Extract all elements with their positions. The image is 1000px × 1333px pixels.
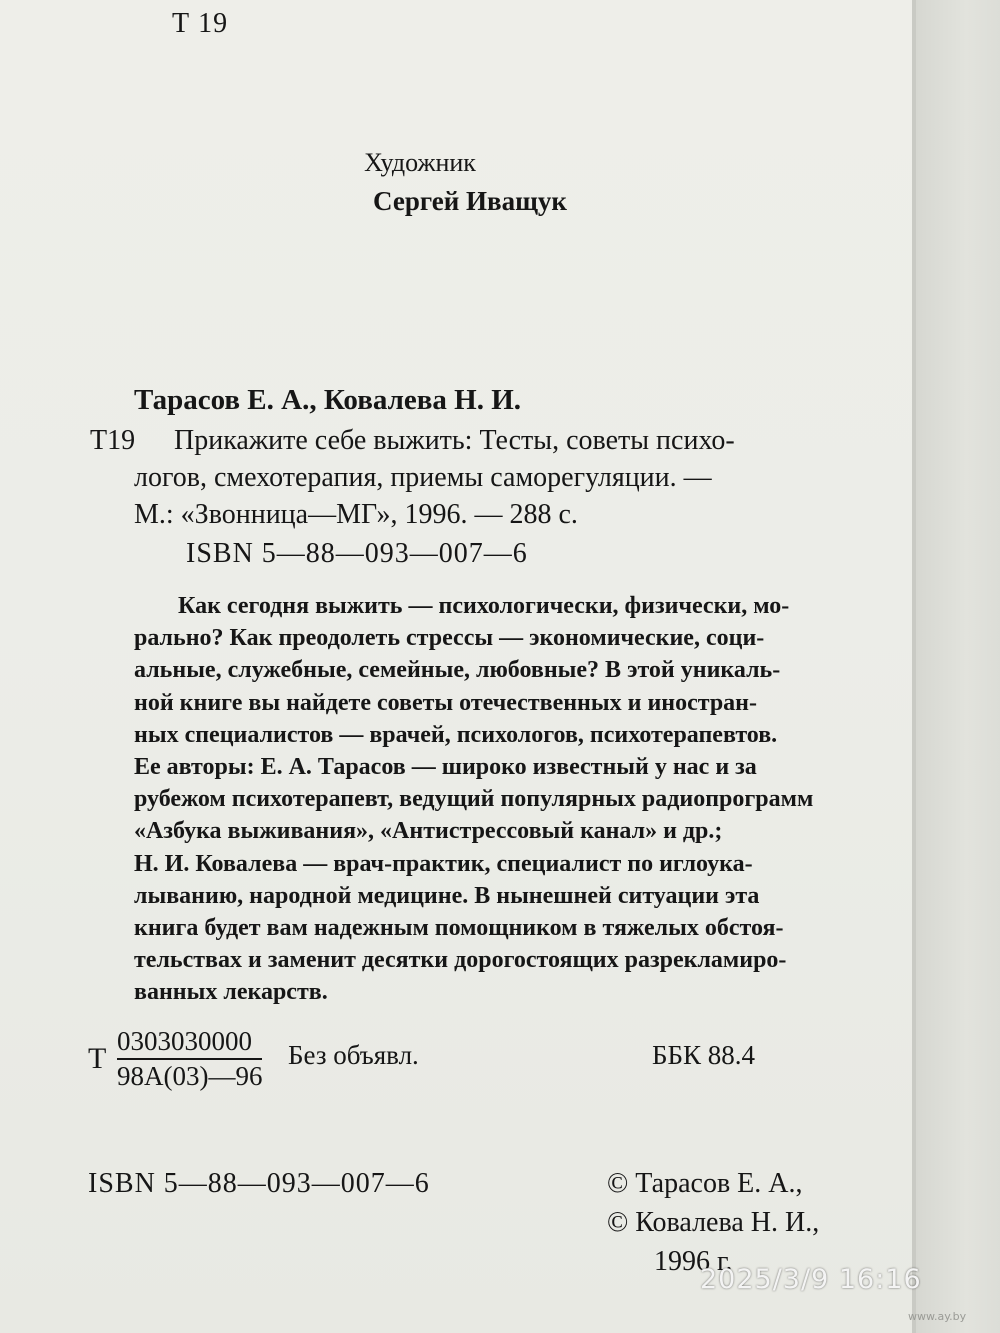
bib-line: Прикажите себе выжить: Тесты, советы психо- — [174, 425, 735, 456]
annotation-line: ной книге вы найдете советы отечественных и иностран- — [134, 689, 758, 716]
annotation-line: Н. И. Ковалева — врач-практик, специалист по иглоука- — [134, 850, 753, 877]
annotation-line: Как сегодня выжить — психологически, физически, мо- — [178, 593, 790, 619]
bbk-code: ББК 88.4 — [652, 1040, 756, 1070]
price-code-numerator: 0303030000 — [117, 1025, 262, 1060]
annotation-line: «Азбука выживания», «Антистрессовый канал» и др.; — [134, 818, 723, 845]
adjacent-page — [916, 0, 1000, 1333]
copyright-line: © Тарасов Е. А., — [607, 1168, 803, 1199]
copyright-year: 1996 г. — [654, 1246, 733, 1277]
site-watermark: www.ay.by — [908, 1310, 967, 1323]
illustrator-role: Художник — [364, 148, 476, 177]
annotation — [134, 590, 894, 1009]
annotation-line: Ее авторы: Е. А. Тарасов — широко известный у нас и за — [134, 754, 757, 781]
price-code-letter: Т — [88, 1042, 107, 1075]
annotation-line: рубежом психотерапевт, ведущий популярных радиопрограмм — [134, 786, 814, 813]
authors-heading: Тарасов Е. А., Ковалева Н. И. — [134, 384, 522, 416]
price-code-fraction — [117, 1025, 262, 1092]
annotation-line: книга будет вам надежным помощником в тяжелых обстоя- — [134, 915, 784, 942]
photo-timestamp: 2025/3/9 16:16 — [700, 1264, 922, 1295]
annotation-line: тельствах и заменит десятки дорогостоящих разрекламиро- — [134, 947, 787, 974]
annotation-line: рально? Как преодолеть стрессы — экономические, соци- — [134, 625, 765, 652]
annotation-line: лыванию, народной медицине. В нынешней ситуации эта — [134, 882, 760, 909]
annotation-line: альные, служебные, семейные, любовные? В этой уникаль- — [134, 657, 781, 684]
price-note: Без объявл. — [288, 1040, 419, 1070]
price-code-denominator: 98А(03)—96 — [117, 1061, 263, 1091]
bib-line: логов, смехотерапия, приемы саморегуляции. — — [134, 462, 712, 493]
annotation-line: ванных лекарств. — [134, 979, 328, 1006]
annotation-line: ных специалистов — врачей, психологов, психотерапевтов. — [134, 721, 778, 748]
bib-line: М.: «Звонница—МГ», 1996. — 288 с. — [134, 499, 578, 530]
header-code: Т 19 — [172, 8, 229, 39]
copyright-line: © Ковалева Н. И., — [607, 1207, 820, 1238]
illustrator-name: Сергей Иващук — [373, 186, 567, 216]
footer-isbn: ISBN 5—88—093—007—6 — [88, 1168, 430, 1199]
catalog-code: Т19 — [90, 425, 136, 456]
isbn-entry: ISBN 5—88—093—007—6 — [186, 538, 528, 569]
